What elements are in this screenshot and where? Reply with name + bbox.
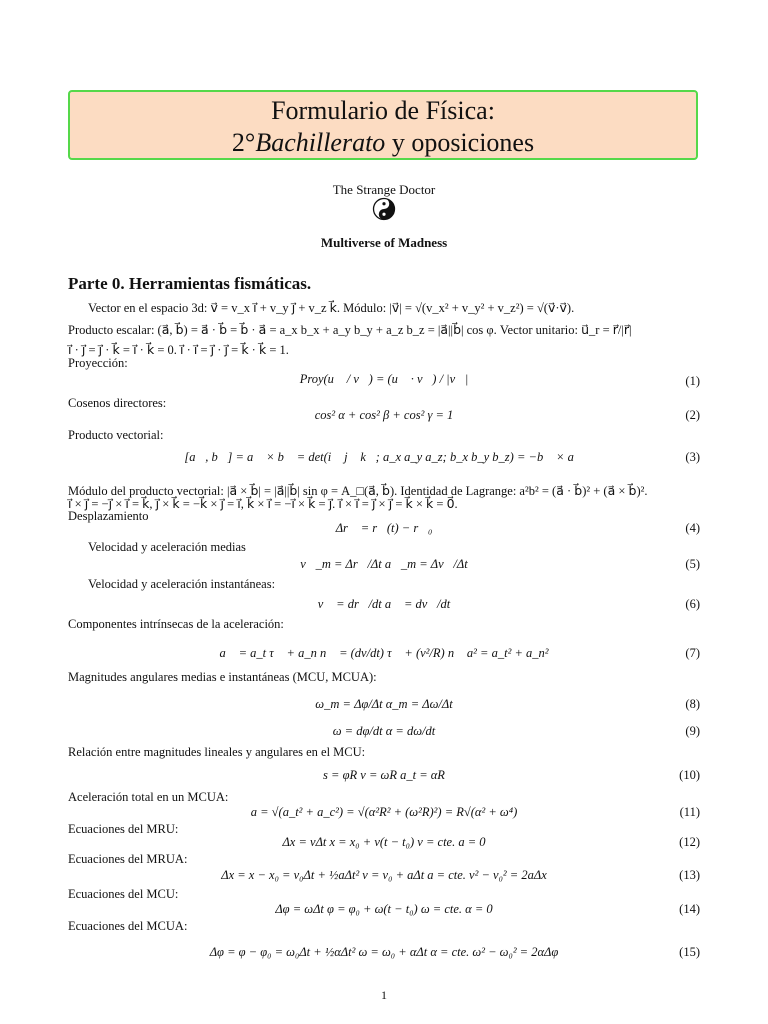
text-angulares: Magnitudes angulares medias e instantáneas (MCU, MCUA):: [68, 670, 377, 684]
eq-number-14: (14): [679, 902, 700, 916]
text-relacion: Relación entre magnitudes lineales y angulares en el MCU:: [68, 745, 366, 759]
title-italic: Bachillerato: [255, 128, 386, 157]
equation-4: Δr⃗ = r⃗(t) − r⃗₀: [335, 521, 433, 535]
title-prefix: 2°: [231, 128, 256, 157]
text-cruz: i⃗ × j⃗ = −j⃗ × i⃗ = k⃗, j⃗ × k⃗ = −k⃗ × j⃗ = i⃗, k⃗ × i⃗ = −i⃗ × k⃗ = j⃗. i⃗ × i⃗ = j⃗ × j⃗ = k⃗ × k⃗ = 0⃗.: [68, 497, 458, 511]
equation-8: ω_m = Δφ/Δt α_m = Δω/Δt: [315, 697, 453, 711]
yin-yang-icon: [372, 197, 396, 221]
text-vel-medias: Velocidad y aceleración medias: [88, 540, 246, 554]
text-desplazamiento: Desplazamiento: [68, 509, 149, 523]
equation-14: Δφ = ωΔt φ = φ₀ + ω(t − t₀) ω = cte. α = 0: [275, 902, 493, 916]
eq-number-11: (11): [679, 805, 700, 819]
text-cosenos: Cosenos directores:: [68, 396, 167, 410]
equation-6: v⃗ = dr⃗/dt a⃗ = dv⃗/dt: [317, 597, 451, 611]
eq-number-4: (4): [685, 521, 700, 535]
equation-15: Δφ = φ − φ₀ = ω₀Δt + ½αΔt² ω = ω₀ + αΔt α = cte. ω² − ω₀² = 2αΔφ: [209, 945, 559, 959]
text-intrinsecas: Componentes intrínsecas de la aceleración:: [68, 617, 284, 631]
text-mru: Ecuaciones del MRU:: [68, 822, 179, 836]
text-modulo-vectorial: Módulo del producto vectorial: |a⃗ × b⃗| = |a⃗||b⃗| sin φ = A_□(a⃗, b⃗). Identidad de Lagrange: a²b² = (a⃗ · b⃗)² + (a⃗ × b⃗)².: [68, 484, 648, 498]
title-line-2: [70, 127, 696, 159]
section-heading: Parte 0. Herramientas fismáticas.: [68, 274, 312, 293]
title-line-1: Formulario de Física:: [271, 96, 495, 125]
text-vectorial: Producto vectorial:: [68, 428, 164, 442]
equation-7: a⃗ = a_t τ⃗ + a_n n⃗ = (dv/dt) τ⃗ + (v²/R) n⃗ a² = a_t² + a_n²: [219, 646, 549, 660]
equation-3: [a⃗, b⃗] = a⃗ × b⃗ = det(i⃗ j⃗ k⃗; a_x a_y a_z; b_x b_y b_z) = −b⃗ × a⃗: [184, 450, 584, 464]
eq-number-3: (3): [685, 450, 700, 464]
eq-number-9: (9): [685, 724, 700, 738]
eq-number-7: (7): [685, 646, 700, 660]
equation-1: Proy(u⃗ / v⃗) = (u⃗ · v⃗) / |v⃗|: [299, 372, 469, 386]
author: The Strange Doctor: [332, 182, 436, 197]
title-suffix: y oposiciones: [385, 128, 535, 157]
text-ortho: i⃗ · j⃗ = j⃗ · k⃗ = i⃗ · k⃗ = 0. i⃗ · i⃗ = j⃗ · j⃗ = k⃗ · k⃗ = 1.: [68, 343, 289, 357]
page-number: 1: [381, 988, 387, 1002]
affiliation: Multiverse of Madness: [320, 235, 448, 250]
eq-number-2: (2): [685, 408, 700, 422]
eq-number-10: (10): [679, 768, 700, 782]
eq-number-6: (6): [685, 597, 700, 611]
text-proyeccion: Proyección:: [68, 356, 128, 370]
eq-number-1: (1): [685, 374, 700, 388]
text-vel-inst: Velocidad y aceleración instantáneas:: [88, 577, 276, 591]
title-box: [68, 90, 698, 160]
eq-number-5: (5): [685, 557, 700, 571]
text-escalar: Producto escalar: (a⃗, b⃗) = a⃗ · b⃗ = b⃗ · a⃗ = a_x b_x + a_y b_y + a_z b_z = |a⃗||b⃗| cos φ. Vector unitario: u⃗_r = r⃗/|r⃗|: [68, 323, 632, 337]
equation-2: cos² α + cos² β + cos² γ = 1: [314, 408, 454, 422]
equation-12: Δx = vΔt x = x₀ + v(t − t₀) v = cte. a = 0: [282, 835, 486, 849]
eq-number-13: (13): [679, 868, 700, 882]
equation-10: s = φR v = ωR a_t = αR: [323, 768, 445, 782]
eq-number-12: (12): [679, 835, 700, 849]
text-mrua: Ecuaciones del MRUA:: [68, 852, 188, 866]
equation-11: a = √(a_t² + a_c²) = √(α²R² + (ω²R)²) = R√(α² + ω⁴): [250, 805, 518, 819]
eq-number-8: (8): [685, 697, 700, 711]
text-mcua: Ecuaciones del MCUA:: [68, 919, 188, 933]
equation-5: v⃗_m = Δr⃗/Δt a⃗_m = Δv⃗/Δt: [300, 557, 468, 571]
equation-13: Δx = x − x₀ = v₀Δt + ½aΔt² v = v₀ + aΔt a = cte. v² − v₀² = 2aΔx: [221, 868, 547, 882]
eq-number-15: (15): [679, 945, 700, 959]
text-acel-total: Aceleración total en un MCUA:: [68, 790, 229, 804]
text-mcu: Ecuaciones del MCU:: [68, 887, 179, 901]
text-vector3d: Vector en el espacio 3d: v⃗ = v_x i⃗ + v_y j⃗ + v_z k⃗. Módulo: |v⃗| = √(v_x² + v_y² + v_z²) = √(v⃗·v⃗).: [88, 301, 575, 315]
equation-9: ω = dφ/dt α = dω/dt: [332, 724, 436, 738]
